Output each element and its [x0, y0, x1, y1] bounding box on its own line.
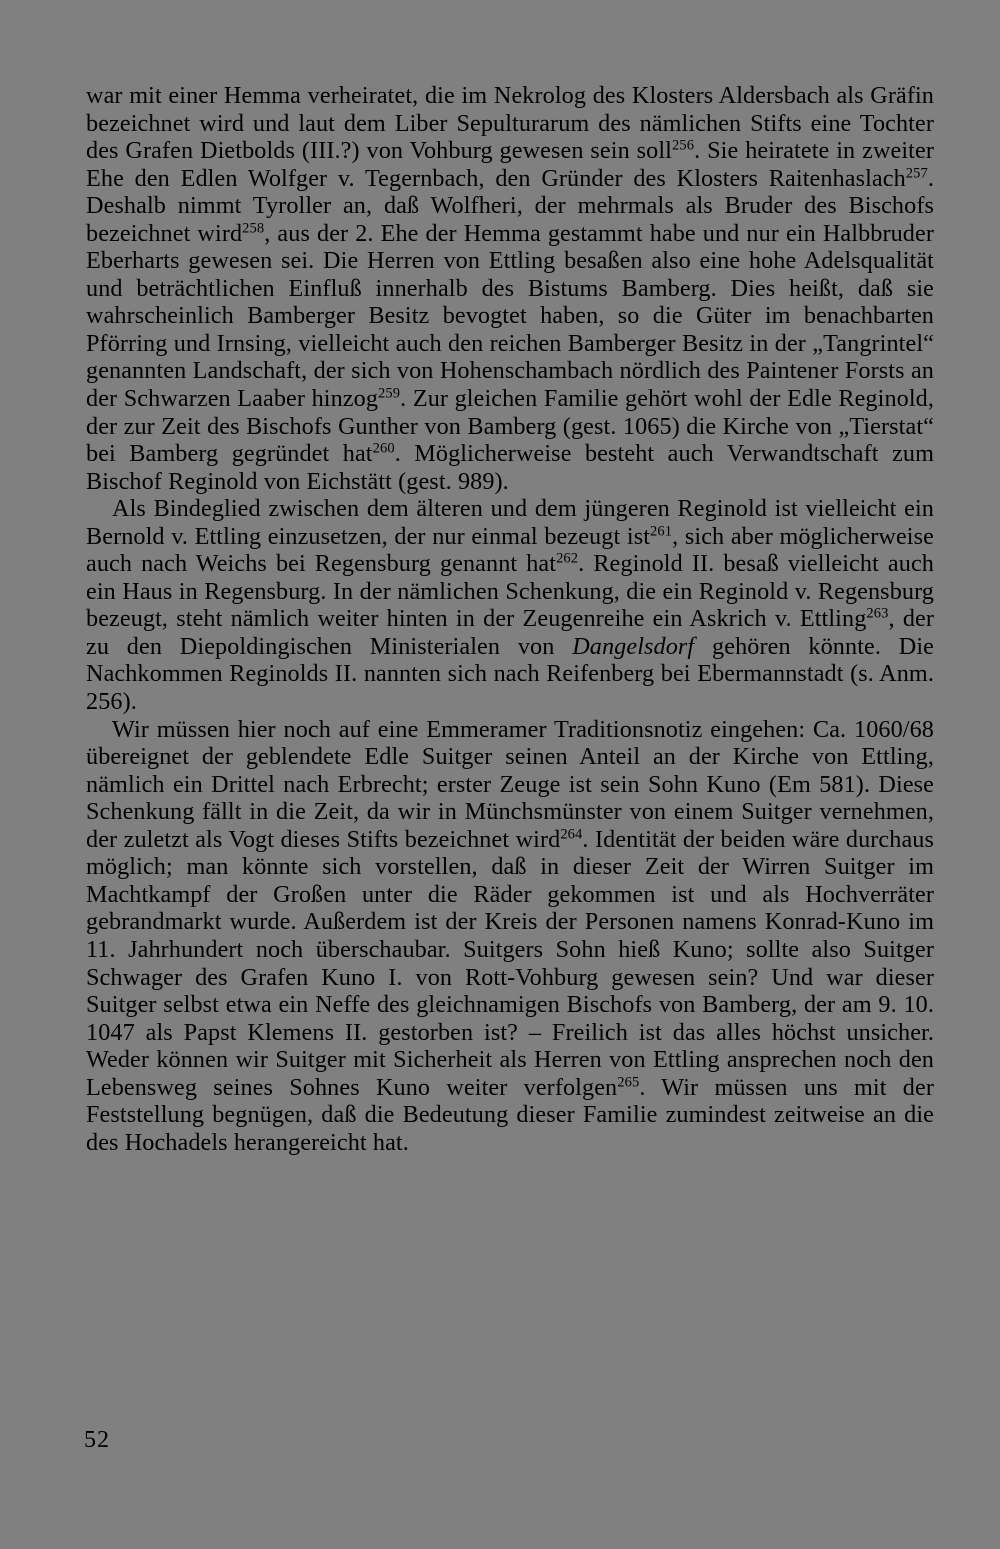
footnote-marker: 263: [866, 605, 889, 622]
text-run: Als Bindeglied zwischen dem älteren und dem jüngeren Reginold ist vielleicht ein Bernold v. Ettling einzusetzen, der nur einmal bezeugt ist: [86, 495, 934, 550]
text-run: . Deshalb nimmt Tyroller an, daß Wolfheri, der mehrmals als Bruder des Bischofs bezeichnet wird: [86, 164, 934, 247]
paragraph-1: [86, 82, 934, 495]
text-run: , der zu den Diepoldingischen Ministerialen von: [86, 605, 934, 660]
page-number: 52: [84, 1427, 110, 1453]
footnote-marker: 264: [560, 826, 583, 843]
text-run: war mit einer Hemma verheiratet, die im Nekrolog des Klosters Aldersbach als Gräfin bezeichnet wird und laut dem Liber Sepulturarum des nämlichen Stifts eine Tochter des Grafen Dietbolds (III.?) von Vohburg gewesen sein soll: [86, 82, 934, 165]
text-run: Wir müssen hier noch auf eine Emmeramer Traditionsnotiz eingehen: Ca. 1060/68 übereignet der geblendete Edle Suitger seinen Anteil an der Kirche von Ettling, nämlich ein Drittel nach Erbrecht; erster Zeuge ist sein Sohn Kuno (Em 581). Diese Schenkung fällt in die Zeit, da wir in Münchsmünster von einem Suitger vernehmen, der zuletzt als Vogt dieses Stifts bezeichnet wird: [86, 715, 934, 853]
footnote-marker: 257: [905, 164, 928, 181]
text-run: . Möglicherweise besteht auch Verwandtschaft zum Bischof Reginold von Eichstätt (gest. 989).: [86, 440, 934, 495]
footnote-marker: 261: [650, 523, 673, 540]
text-run: , aus der 2. Ehe der Hemma gestammt habe und nur ein Halbbruder Eberharts gewesen sei. Die Herren von Ettling besaßen also eine hohe Adelsqualität und beträchtlichen Einfluß innerhalb des Bistums Bamberg. Dies heißt, daß sie wahrscheinlich Bamberger Besitz bevogtet haben, so die Güter im benachbarten Pförring und Irnsing, vielleicht auch den reichen Bamberger Besitz in der „Tangrintel“ genannten Landschaft, der sich von Hohenschambach nördlich des Paintener Forsts an der Schwarzen Laaber hinzog: [86, 219, 934, 413]
footnote-marker: 258: [242, 220, 265, 237]
footnote-marker: 259: [378, 385, 401, 402]
text-run: . Identität der beiden wäre durchaus möglich; man könnte sich vorstellen, daß in dieser Zeit der Wirren Suitger im Machtkampf der Großen unter die Räder gekommen ist und als Hochverräter gebrandmarkt wurde. Außerdem ist der Kreis der Personen namens Konrad-Kuno im 11. Jahrhundert noch überschaubar. Suitgers Sohn hieß Kuno; sollte also Suitger Schwager des Grafen Kuno I. von Rott-Vohburg gewesen sein? Und war dieser Suitger selbst etwa ein Neffe des gleichnamigen Bischofs von Bamberg, der am 9. 10. 1047 als Papst Klemens II. gestorben ist? – Freilich ist das alles höchst unsicher. Weder können wir Suitger mit Sicherheit als Herren von Ettling ansprechen noch den Lebensweg seines Sohnes Kuno weiter verfolgen: [86, 825, 934, 1101]
footnote-marker: 262: [556, 550, 579, 567]
footnote-marker: 260: [372, 440, 395, 457]
text-run: . Zur gleichen Familie gehört wohl der Edle Reginold, der zur Zeit des Bischofs Gunther von Bamberg (gest. 1065) die Kirche von „Tierstat“ bei Bamberg gegründet hat: [86, 385, 934, 468]
text-run: . Wir müssen uns mit der Feststellung begnügen, daß die Bedeutung dieser Familie zumindest zeitweise an die des Hochadels herangereicht hat.: [86, 1073, 934, 1156]
text-run: gehören könnte. Die Nachkommen Reginolds II. nannten sich nach Reifenberg bei Ebermannstadt (s. Anm. 256).: [86, 632, 934, 716]
italic-place-name: Dangelsdorf: [572, 632, 695, 660]
text-run: , sich aber möglicherweise auch nach Weichs bei Regensburg genannt hat: [86, 522, 934, 578]
text-run: . Sie heiratete in zweiter Ehe den Edlen Wolfger v. Tegernbach, den Gründer des Klosters Raitenhaslach: [86, 137, 934, 192]
paragraph-2: [86, 495, 934, 715]
footnote-marker: 265: [617, 1073, 640, 1090]
footnote-marker: 256: [672, 137, 695, 154]
paragraph-3: [86, 716, 934, 1157]
body-text: [86, 82, 934, 1156]
text-run: . Reginold II. besaß vielleicht auch ein Haus in Regensburg. In der nämlichen Schenkung, die ein Reginold v. Regensburg bezeugt, steht nämlich weiter hinten in der Zeugenreihe ein Askrich v. Ettling: [86, 550, 934, 633]
